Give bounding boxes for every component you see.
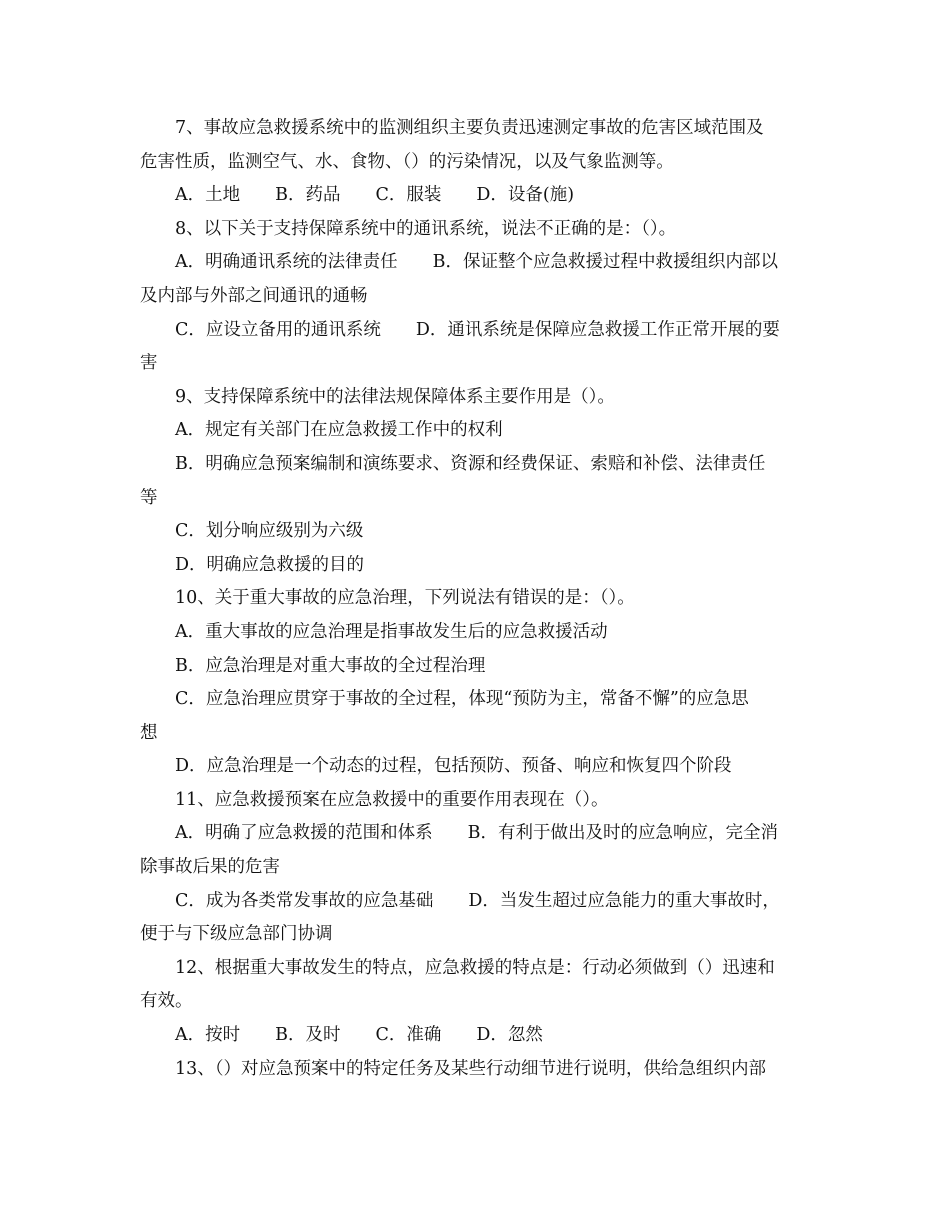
q12-stem-line-1: 12、根据重大事故发生的特点，应急救援的特点是：行动必须做到（）迅速和	[175, 957, 775, 978]
q8-options-ab-line-2: 及内部与外部之间通讯的通畅	[140, 285, 368, 306]
q10-option-a: A．重大事故的应急治理是指事故发生后的应急救援活动	[175, 621, 608, 642]
q8-options-cd-line-1: C．应设立备用的通讯系统 D．通讯系统是保障应急救援工作正常开展的要	[175, 319, 780, 340]
q8-options-ab-line-1: A．明确通讯系统的法律责任 B．保证整个应急救援过程中救援组织内部以	[175, 252, 778, 273]
q10-stem: 10、关于重大事故的应急治理，下列说法有错误的是：（）。	[175, 588, 635, 609]
q12-stem-line-2: 有效。	[140, 991, 193, 1012]
q7-stem-line-1: 7、事故应急救援系统中的监测组织主要负责迅速测定事故的危害区域范围及	[175, 118, 764, 138]
q8-stem: 8、以下关于支持保障系统中的通讯系统，说法不正确的是：（）。	[175, 218, 677, 239]
q13-stem-line-1: 13、（）对应急预案中的特定任务及某些行动细节进行说明，供给急组织内部	[175, 1058, 767, 1079]
q9-option-b-line-2: 等	[140, 487, 158, 508]
q10-option-c-line-2: 想	[140, 722, 158, 743]
q9-option-a: A．规定有关部门在应急救援工作中的权利	[175, 420, 503, 441]
q11-options-ab-line-2: 除事故后果的危害	[140, 857, 280, 878]
q10-option-d: D．应急治理是一个动态的过程，包括预防、预备、响应和恢复四个阶段	[175, 756, 732, 777]
q11-options-ab-line-1: A．明确了应急救援的范围和体系 B．有利于做出及时的应急响应，完全消	[175, 823, 778, 844]
q9-option-d: D．明确应急救援的目的	[175, 554, 365, 575]
q9-option-c: C．划分响应级别为六级	[175, 521, 364, 542]
q10-option-c-line-1: C．应急治理应贯穿于事故的全过程，体现“预防为主，常备不懈”的应急思	[175, 689, 749, 710]
document-page	[140, 112, 812, 1086]
q10-option-b: B．应急治理是对重大事故的全过程治理	[175, 655, 486, 676]
q11-options-cd-line-2: 便于与下级应急部门协调	[140, 924, 333, 945]
q7-options: A．土地 B．药品 C．服装 D．设备(施)	[175, 185, 575, 206]
q7-stem-line-2: 危害性质，监测空气、水、食物、（）的污染情况，以及气象监测等。	[140, 151, 674, 172]
q8-options-cd-line-2: 害	[140, 353, 158, 374]
q11-stem: 11、应急救援预案在应急救援中的重要作用表现在（）。	[175, 789, 609, 810]
q9-option-b-line-1: B．明确应急预案编制和演练要求、资源和经费保证、索赔和补偿、法律责任	[175, 453, 766, 474]
q11-options-cd-line-1: C．成为各类常发事故的应急基础 D．当发生超过应急能力的重大事故时，	[175, 890, 780, 911]
q9-stem: 9、支持保障系统中的法律法规保障体系主要作用是（）。	[175, 386, 615, 407]
q12-options: A．按时 B．及时 C．准确 D．忽然	[175, 1025, 543, 1046]
